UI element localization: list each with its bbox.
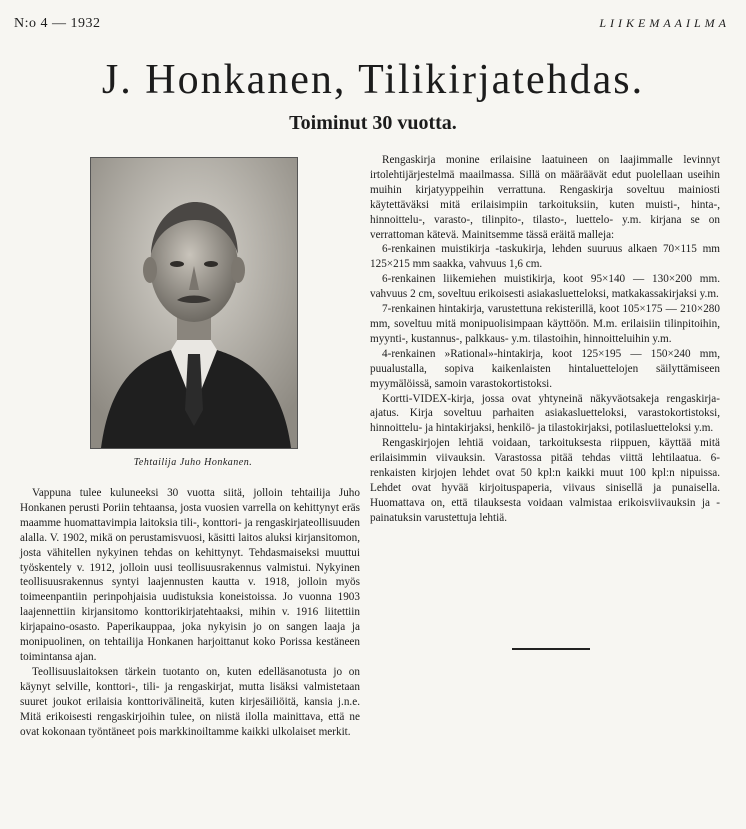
paragraph: Teollisuuslaitoksen tärkein tuotanto on, kuten edelläsanotusta jo on käynyt selville, konttori-, tili- ja rengaskirjat, mutta lisäksi valmistetaan suuret joukot erilaisia konttorivälineitä, kuten kirjesäiliöitä, kansia j.n.e. Mitä erikoisesti rengaskirjoihin tulee, on niistä ilolla mainittava, että ne ovat kokonaan työntäneet pois markkinoiltamme kaikki ulkolaiset merkit. (20, 665, 360, 738)
portrait-photo (90, 157, 298, 449)
paragraph: Vappuna tulee kuluneeksi 30 vuotta siitä, jolloin tehtailija Juho Honkanen perusti Poriin tehtaansa, josta vuosien varrella on kehittynyt eräs maamme huomattavimpia laitoksia tili-, konttori- ja rengaskirjateollisuuden alalla. V. 1902, mikä on perustamisvuosi, käsitti laitos aluksi kirjansitomon, josta vähitellen nykyinen tehdas on kehittynyt. Tehdasmaiseksi muuttui työskentely v. 1912, jolloin uusi teollisuusrakennus valmistui. Nykyinen teollisuusrakennus syntyi laajennusten kautta v. 1918, jolloin myös toimeenpantiin perinpohjaisia uudistuksia koneistoissa. Jo vuonna 1903 laajennettiin kirjansitomo konttorikirjatehtaaksi, mihin v. 1916 liitettiin kirjapaino-osasto. Paperikauppaa, joka nykyisin jo on sangen laaja ja monipuolinen, on tehtailija Honkanen harjoittanut koko Porissa kestäneen toimintansa ajan. (20, 487, 360, 663)
magazine-name: LIIKEMAAILMA (599, 16, 730, 30)
left-column (20, 486, 360, 739)
paragraph: 6-renkainen muistikirja -taskukirja, lehden suuruus alkaen 70×115 mm 125×215 mm saakka, vahvuus 1,6 cm. (370, 243, 720, 271)
paragraph: Rengaskirja monine erilaisine laatuineen on laajimmalle levinnyt irtolehtijärjestelmä maailmassa. Sillä on määräävät edut puolellaan useihin muihin kirjatyyppeihin verrattuna. Rengaskirja soveltuu mainiosti käytettäväksi mitä erilaisimpiin tarkoituksiin, kuten muisti-, hinta-, hinnoittelu-, varasto-, tilinpito-, tilasto-, luettelo- y.m. kirjana se on verrattoman kätevä. Mainitsemme tässä eräitä malleja: (370, 154, 720, 241)
paragraph: 6-renkainen liikemiehen muistikirja, koot 95×140 — 130×200 mm. vahvuus 2 cm, soveltuu erikoisesti asiakasluetteloksi, matkakassakirjaksi y.m. (370, 273, 720, 301)
issue-number: N:o 4 — 1932 (14, 16, 101, 31)
paragraph: 4-renkainen »Rational»-hintakirja, koot 125×195 — 150×240 mm, puualustalla, sopiva kaikenlaisten hintaluettelojen säilyttämiseen myymälöissä, samoin varastokortistoksi. (370, 347, 720, 390)
article-title: J. Honkanen, Tilikirjatehdas. (101, 57, 645, 103)
paragraph: Rengaskirjojen lehtiä voidaan, tarkoituksesta riippuen, käyttää mitä erilaisimmin viivauksin. Varastossa pitää tehdas viittä lehtilaatua. 6-renkaisten kirjojen lehdet ovat 50 kpl:n kaikki muut 100 kpl:n nipuissa. Lehdet ovat hyvää kirjoituspaperia, viivaus sinisellä ja punaisella. Huomattava on, että tilauksesta voidaan valmistaa erikoisviivauksin ja -painatuksin varustettuja lehtiä. (370, 437, 720, 524)
paragraph: 7-renkainen hintakirja, varustettuna rekisterillä, koot 105×175 — 210×280 mm, soveltuu mitä monipuolisimpaan käyttöön. M.m. erilaisiin tilinpitoihin, myynti-, kustannus-, palkkaus- y.m. tilastoihin, hinnoitteluihin y.m. (370, 303, 720, 345)
portrait-illustration (91, 158, 297, 448)
paragraph: Kortti-VIDEX-kirja, jossa ovat yhtyneinä näkyväotsakeja rengaskirja-ajatus. Kirja soveltuu parhaiten asiakasluetteloksi, varastokortistoksi, hinnoittelu- ja hintakirjaksi, henkilö- ja tilastokirjaksi, potilasluetteloksi y.m. (370, 392, 720, 435)
photo-caption: Tehtailija Juho Honkanen. (133, 457, 253, 468)
article-subtitle: Toiminut 30 vuotta. (289, 112, 457, 134)
end-rule (512, 648, 590, 650)
right-column (370, 153, 720, 526)
